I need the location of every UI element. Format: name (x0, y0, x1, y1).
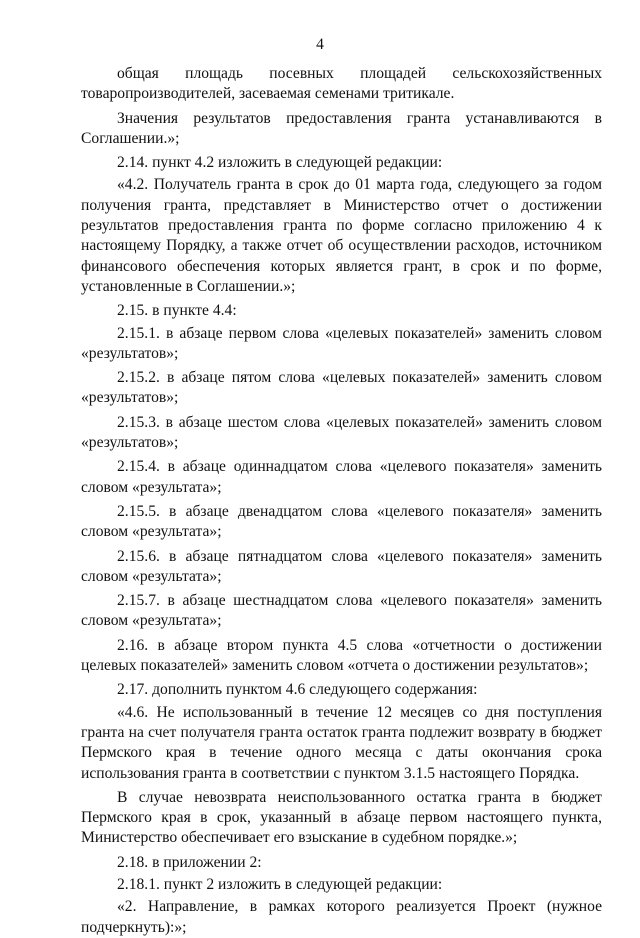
paragraph-2-15-3: 2.15.3. в абзаце шестом слова «целевых показателей» заменить словом «результатов»; (81, 413, 602, 452)
paragraph-2-15-1: 2.15.1. в абзаце первом слова «целевых показателей» заменить словом «результатов»; (81, 324, 602, 362)
paragraph-2-18: 2.18. в приложении 2: (117, 853, 262, 871)
paragraph-2-18-1: 2.18.1. пункт 2 изложить в следующей редакции: (117, 875, 443, 893)
paragraph-2-15-4: 2.15.4. в абзаце одиннадцатом слова «целевого показателя» заменить словом «результата»; (81, 458, 602, 496)
paragraph-result-values: Значения результатов предоставления гранта устанавливаются в Соглашении.»; (81, 109, 602, 147)
paragraph-4-2-text: «4.2. Получатель гранта в срок до 01 марта года, следующего за годом получения гранта, представляет в Министерство отчет о достижении результатов предоставления гранта по форме согласно приложению 4 к настоящему Порядку, а также отчет об осуществлении расходов, источником финансового обеспечения которых является грант, в срок и по форме, установленные в Соглашении.»; (81, 176, 602, 295)
paragraph-2-14: 2.14. пункт 4.2 изложить в следующей редакции: (117, 154, 443, 172)
paragraph-area-definition: общая площадь посевных площадей сельскохозяйственных товаропроизводителей, засеваемая семенами тритикале. (81, 65, 602, 103)
page-number: 4 (316, 36, 324, 53)
paragraph-2-17: 2.17. дополнить пунктом 4.6 следующего содержания: (117, 681, 478, 699)
paragraph-non-return: В случае невозврата неиспользованного остатка гранта в бюджет Пермского края в срок, указанный в абзаце первом настоящего пункта, Министерство обеспечивает его взыскание в судебном порядке.»; (81, 788, 602, 847)
paragraph-2-15-2: 2.15.2. в абзаце пятом слова «целевых показателей» заменить словом «результатов»; (81, 369, 602, 407)
document-body (81, 64, 602, 938)
paragraph-direction-item: «2. Направление, в рамках которого реализуется Проект (нужное подчеркнуть):»; (81, 898, 602, 936)
paragraph-2-15-5: 2.15.5. в абзаце двенадцатом слова «целевого показателя» заменить словом «результата»; (81, 502, 602, 541)
paragraph-2-15-6: 2.15.6. в абзаце пятнадцатом слова «целевого показателя» заменить словом «результата»; (81, 547, 602, 585)
paragraph-2-16: 2.16. в абзаце втором пункта 4.5 слова «отчетности о достижении целевых показателей» заменить словом «отчета о достижении результатов»; (81, 636, 602, 675)
paragraph-2-15-7: 2.15.7. в абзаце шестнадцатом слова «целевого показателя» заменить словом «результата»; (81, 592, 602, 630)
paragraph-4-6-text: «4.6. Не использованный в течение 12 месяцев со дня поступления гранта на счет получателя гранта остаток гранта подлежит возврату в бюджет Пермского края в течение одного месяца с даты окончания срока использования гранта в соответствии с пунктом 3.1.5 настоящего Порядка. (81, 703, 602, 782)
paragraph-2-15: 2.15. в пункте 4.4: (117, 302, 237, 320)
